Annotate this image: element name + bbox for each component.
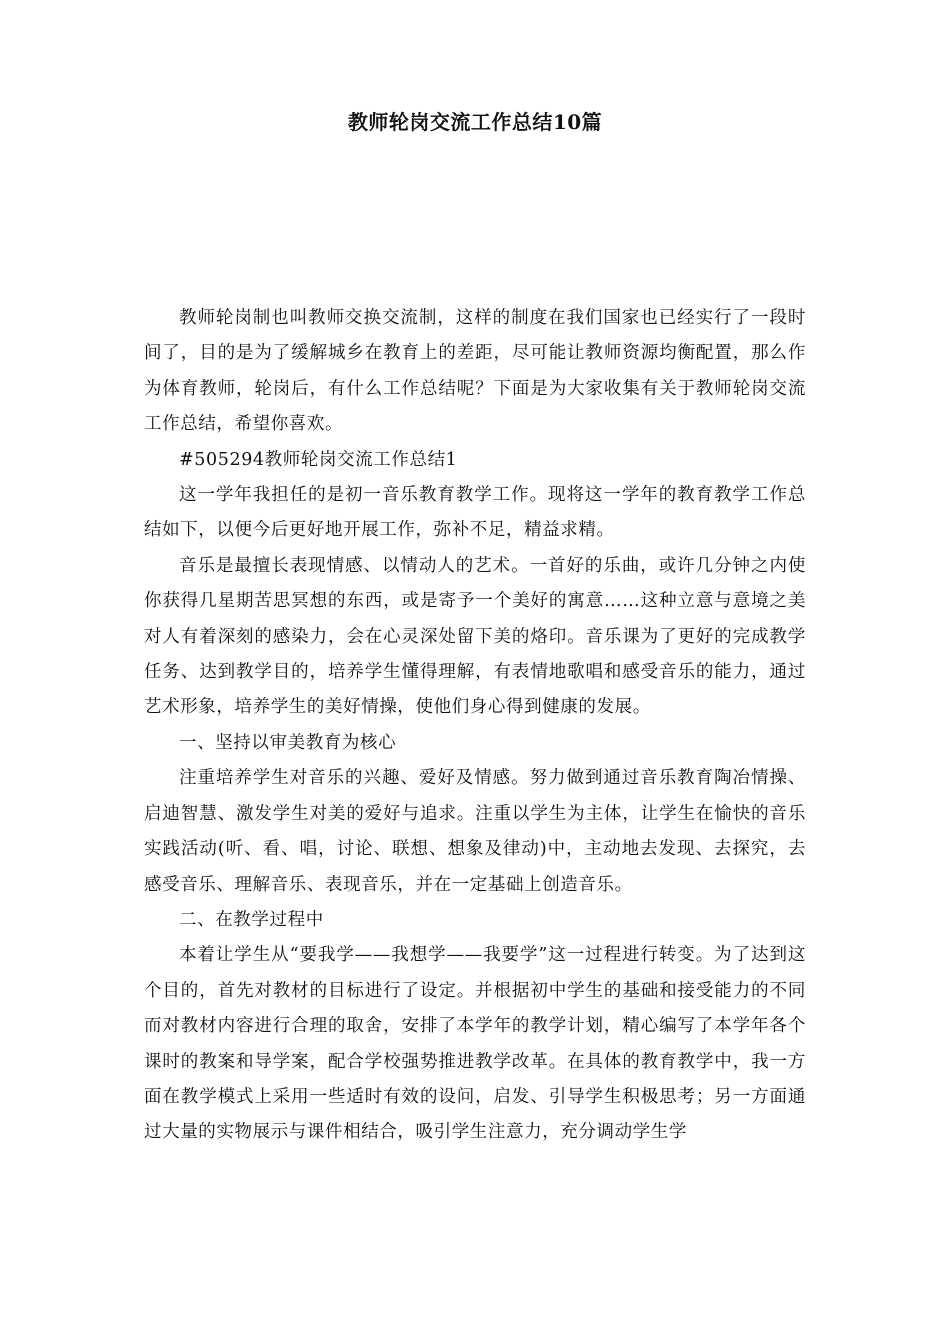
body-paragraph: 注重培养学生对音乐的兴趣、爱好及情感。努力做到通过音乐教育陶冶情操、启迪智慧、激发学生对美的爱好与追求。注重以学生为主体，让学生在愉快的音乐实践活动(听、看、唱，讨论、联想、想象及律动)中，主动地去发现、去探究，去感受音乐、理解音乐、表现音乐，并在一定基础上创造音乐。 bbox=[144, 768, 806, 895]
intro-paragraph: 教师轮岗制也叫教师交换交流制，这样的制度在我们国家也已经实行了一段时间了，目的是为了缓解城乡在教育上的差距，尽可能让教师资源均衡配置，那么作为体育教师，轮岗后，有什么工作总结呢？下面是为大家收集有关于教师轮岗交流工作总结，希望你喜欢。 bbox=[144, 308, 806, 435]
body-paragraph: 音乐是最擅长表现情感、以情动人的艺术。一首好的乐曲，或许几分钟之内使你获得几星期苦思冥想的东西，或是寄予一个美好的寓意……这种立意与意境之美对人有着深刻的感染力，会在心灵深处留下美的烙印。音乐课为了更好的完成教学任务、达到教学目的，培养学生懂得理解，有表情地歌唱和感受音乐的能力，通过艺术形象，培养学生的美好情操，使他们身心得到健康的发展。 bbox=[144, 555, 806, 718]
section-heading-summary-1: #505294教师轮岗交流工作总结1 bbox=[179, 449, 458, 470]
body-paragraph: 本着让学生从“要我学——我想学——我要学”这一过程进行转变。为了达到这个目的，首先对教材的目标进行了设定。并根据初中学生的基础和接受能力的不同而对教材内容进行合理的取舍，安排了本学年的教学计划，精心编写了本学年各个课时的教案和导学案，配合学校强势推进教学改革。在具体的教育教学中，我一方面在教学模式上采用一些适时有效的设问，启发、引导学生积极思考；另一方面通过大量的实物展示与课件相结合，吸引学生注意力，充分调动学生学 bbox=[144, 945, 806, 1143]
document-body bbox=[144, 301, 806, 1151]
subheading-aesthetic-education: 一、坚持以审美教育为核心 bbox=[179, 732, 397, 753]
body-paragraph: 这一学年我担任的是初一音乐教育教学工作。现将这一学年的教育教学工作总结如下，以便今后更好地开展工作，弥补不足，精益求精。 bbox=[144, 485, 806, 541]
subheading-teaching-process: 二、在教学过程中 bbox=[179, 909, 324, 930]
document-title: 教师轮岗交流工作总结10篇 bbox=[347, 110, 603, 134]
